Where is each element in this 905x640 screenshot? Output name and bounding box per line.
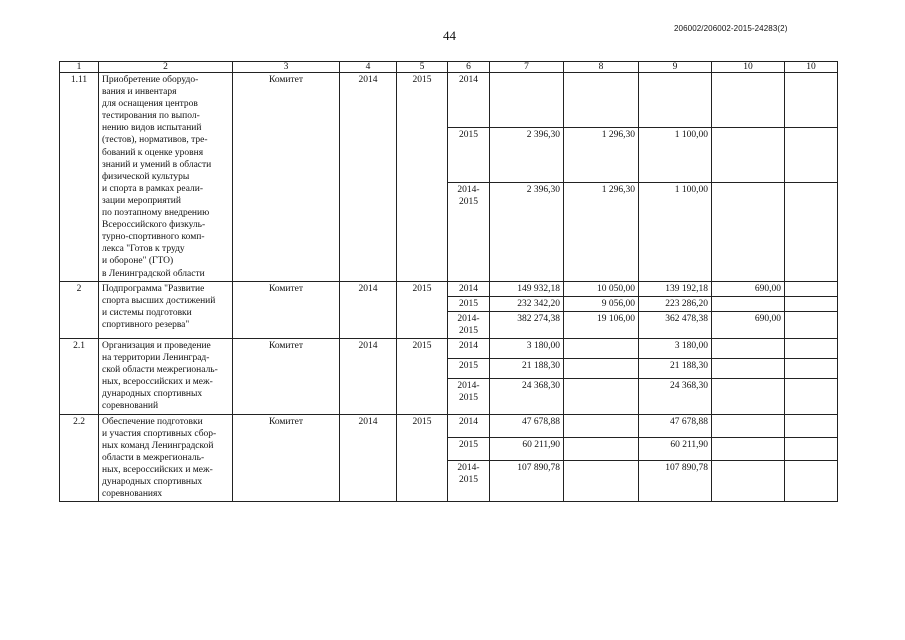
period-year: 2014 [448,338,490,358]
period-year: 2014 [448,414,490,437]
regional-amount: 1 100,00 [639,127,712,182]
regional-amount: 3 180,00 [639,338,712,358]
total-amount: 2 396,30 [490,127,564,182]
start-year: 2014 [340,338,397,414]
federal-amount: 1 296,30 [564,127,639,182]
other-amount [712,378,785,414]
table-row [60,281,838,296]
item-number: 2.1 [60,338,99,414]
regional-amount: 47 678,88 [639,414,712,437]
extra-amount [785,460,838,502]
federal-amount: 9 056,00 [564,296,639,311]
regional-amount: 21 188,30 [639,358,712,378]
federal-amount [564,414,639,437]
total-amount: 60 211,90 [490,437,564,460]
item-name: Обеспечение подготовки и участия спортивных сбор- ных команд Ленинградской области в межрегиональ- ных, всероссийских и меж- дународных спортивных соревнованиях [99,414,233,502]
extra-amount [785,338,838,358]
other-amount [712,296,785,311]
end-year: 2015 [397,338,448,414]
item-name: Приобретение оборудо- вания и инвентаря для оснащения центров тестирования по выпол- нению видов испытаний (тестов), нормативов, тре- бований к оценке уровня знаний и умений в области физической культуры и спорта в рамках реали- зации мероприятий по поэтапному внедрению Всероссийского физкуль- турно-спортивного комп- лекса "Готов к труду и обороне" (ГТО) в Ленинградской области [99,73,233,282]
federal-amount [564,378,639,414]
executor: Комитет [233,338,340,414]
extra-amount [785,127,838,182]
start-year: 2014 [340,281,397,338]
federal-amount: 1 296,30 [564,182,639,281]
other-amount: 690,00 [712,281,785,296]
federal-amount [564,460,639,502]
start-year: 2014 [340,73,397,282]
other-amount [712,338,785,358]
other-amount [712,358,785,378]
other-amount [712,437,785,460]
table-body [60,62,838,502]
federal-amount: 10 050,00 [564,281,639,296]
executor: Комитет [233,73,340,282]
federal-amount [564,437,639,460]
extra-amount [785,73,838,128]
column-header: 4 [340,62,397,73]
period-year: 2014- 2015 [448,378,490,414]
other-amount [712,182,785,281]
extra-amount [785,378,838,414]
start-year: 2014 [340,414,397,502]
other-amount [712,460,785,502]
period-year: 2015 [448,127,490,182]
period-year: 2014- 2015 [448,460,490,502]
document-id: 206002/206002-2015-24283(2) [674,24,788,33]
total-amount: 107 890,78 [490,460,564,502]
table-row [60,73,838,128]
column-header: 2 [99,62,233,73]
other-amount [712,414,785,437]
total-amount: 47 678,88 [490,414,564,437]
extra-amount [785,414,838,437]
total-amount: 2 396,30 [490,182,564,281]
total-amount: 382 274,38 [490,311,564,338]
regional-amount: 60 211,90 [639,437,712,460]
other-amount: 690,00 [712,311,785,338]
executor: Комитет [233,414,340,502]
regional-amount: 223 286,20 [639,296,712,311]
column-header: 7 [490,62,564,73]
regional-amount: 1 100,00 [639,182,712,281]
column-header: 3 [233,62,340,73]
table-row [60,338,838,358]
federal-amount [564,73,639,128]
column-header: 10 [712,62,785,73]
period-year: 2015 [448,358,490,378]
regional-amount [639,73,712,128]
other-amount [712,127,785,182]
total-amount: 149 932,18 [490,281,564,296]
period-year: 2015 [448,437,490,460]
period-year: 2014- 2015 [448,182,490,281]
column-header: 10 [785,62,838,73]
federal-amount: 19 106,00 [564,311,639,338]
period-year: 2015 [448,296,490,311]
item-number: 1.11 [60,73,99,282]
page-number: 44 [443,28,456,43]
end-year: 2015 [397,281,448,338]
item-number: 2.2 [60,414,99,502]
period-year: 2014- 2015 [448,311,490,338]
program-table [59,61,838,502]
total-amount: 21 188,30 [490,358,564,378]
regional-amount: 107 890,78 [639,460,712,502]
regional-amount: 24 368,30 [639,378,712,414]
period-year: 2014 [448,73,490,128]
total-amount [490,73,564,128]
period-year: 2014 [448,281,490,296]
federal-amount [564,338,639,358]
total-amount: 232 342,20 [490,296,564,311]
column-header: 6 [448,62,490,73]
extra-amount [785,182,838,281]
extra-amount [785,296,838,311]
total-amount: 3 180,00 [490,338,564,358]
regional-amount: 139 192,18 [639,281,712,296]
item-number: 2 [60,281,99,338]
other-amount [712,73,785,128]
column-header: 9 [639,62,712,73]
end-year: 2015 [397,73,448,282]
column-header: 8 [564,62,639,73]
extra-amount [785,437,838,460]
column-header: 5 [397,62,448,73]
regional-amount: 362 478,38 [639,311,712,338]
extra-amount [785,281,838,296]
federal-amount [564,358,639,378]
table-row [60,414,838,437]
item-name: Организация и проведение на территории Ленинград- ской области межрегиональ- ных, всероссийских и меж- дународных спортивных соревнований [99,338,233,414]
column-header: 1 [60,62,99,73]
extra-amount [785,311,838,338]
end-year: 2015 [397,414,448,502]
item-name: Подпрограмма "Развитие спорта высших достижений и системы подготовки спортивного резерва" [99,281,233,338]
header-row [60,62,838,73]
executor: Комитет [233,281,340,338]
total-amount: 24 368,30 [490,378,564,414]
extra-amount [785,358,838,378]
